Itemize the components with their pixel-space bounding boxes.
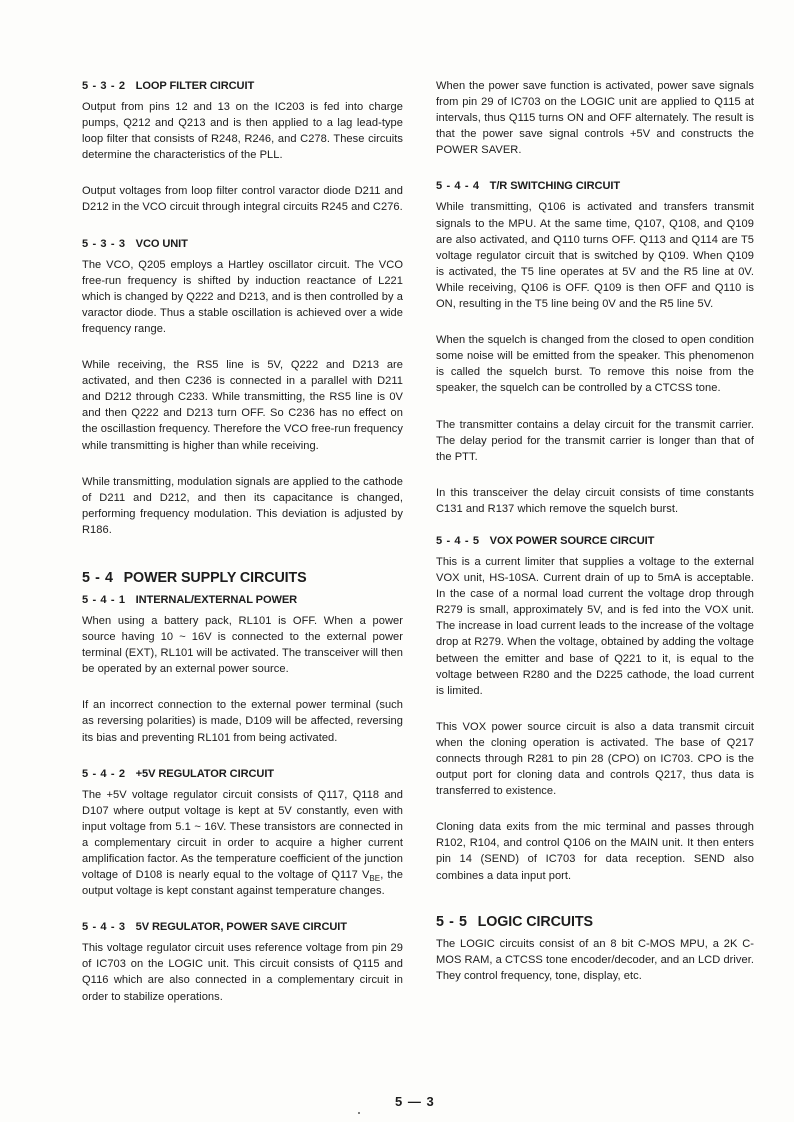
heading-5v-regulator-power-save — [82, 919, 403, 935]
paragraph: Output voltages from loop filter control varactor diode D211 and D212 in the VCO circuit through integral circuits R245 and C276. — [82, 185, 403, 214]
section-title: INTERNAL/EXTERNAL POWER — [135, 593, 298, 606]
section-title: VCO UNIT — [135, 237, 188, 250]
section-number: 5 - 3 - 2 — [82, 80, 126, 92]
section-number: 5 - 4 - 4 — [436, 180, 480, 193]
heading-vco-unit — [82, 236, 403, 252]
paragraph: The transmitter contains a delay circuit for the transmit carrier. The delay period for the transmit carrier is longer than that of the PTT. — [436, 418, 754, 463]
section-title: VOX POWER SOURCE CIRCUIT — [489, 534, 655, 547]
paragraph — [82, 787, 403, 900]
heading-5v-regulator-circuit — [82, 766, 403, 782]
section-number: 5 - 4 - 3 — [82, 921, 126, 934]
paragraph: When the squelch is changed from the closed to open condition some noise will be emitted from the speaker. This phenomenon is called the squelch burst. To remove this noise from the speaker, the squelch can be controlled by a CTCSS tone. — [436, 334, 754, 395]
paragraph: Cloning data exits from the mic terminal and passes through R102, R104, and control Q106 on the MAIN unit. It then enters pin 14 (SEND) of IC703 for data reception. SEND also combines a data input port. — [436, 821, 754, 882]
section-title: T/R SWITCHING CIRCUIT — [489, 180, 621, 193]
section-number: 5 - 5 — [436, 913, 468, 930]
paragraph: This voltage regulator circuit uses reference voltage from pin 29 of IC703 on the LOGIC unit. This circuit consists of Q115 and Q116 which are also connected in a complementary circuit in order to stabilize operations. — [82, 942, 403, 1003]
heading-internal-external-power — [82, 592, 403, 608]
text-run: The +5V voltage regulator circuit consists of Q117, Q118 and D107 where output voltage is kept at 5V constantly, even with input voltage from 5.1 ~ 16V. These transistors are connected in a complementary circuit in order to acquire a higher current amplification factor. As the temperature coefficient of the junction voltage of D108 is nearly equal to the voltage of Q117 V — [82, 788, 403, 882]
section-number: 5 - 4 - 5 — [436, 534, 480, 547]
paragraph: Output from pins 12 and 13 on the IC203 is fed into charge pumps, Q212 and Q213 and is then applied to a lag lead-type loop filter that consists of R248, R246, and C278. These circuits determine the characteristics of the PLL. — [82, 101, 403, 162]
text-run: , the output voltage is kept constant against temperature changes. — [82, 869, 403, 898]
heading-loop-filter-circuit — [82, 78, 403, 94]
paragraph: While receiving, the RS5 line is 5V, Q222 and D213 are activated, and then C236 is connected in a parallel with D211 and D212 through C233. While transmitting, the RS5 line is 0V and then Q222 and D213 turn OFF. So C236 has no effect on the oscillastion frequency. Therefore the VCO free-run frequency while transmitting is higher than while receiving. — [82, 359, 403, 452]
paragraph: When using a battery pack, RL101 is OFF. When a power source having 10 ~ 16V is connected to the external power terminal (EXT), RL101 will be activated. The transceiver will then be operated by an external power source. — [82, 614, 403, 676]
section-number: 5 - 3 - 3 — [82, 237, 126, 250]
paragraph: When the power save function is activated, power save signals from pin 29 of IC703 on the LOGIC unit are applied to Q115 at intervals, thus Q115 turns ON and OFF alternately. The result is that the power save signal controls +5V and constructs the POWER SAVER. — [436, 80, 754, 157]
subscript: BE — [369, 874, 381, 884]
paragraph: The LOGIC circuits consist of an 8 bit C-MOS MPU, a 2K C-MOS RAM, a CTCSS tone encoder/decoder, and an LCD driver. They control frequency, tone, display, etc. — [436, 937, 754, 982]
section-number: 5 - 4 — [82, 569, 114, 586]
section-title: 5V REGULATOR, POWER SAVE CIRCUIT — [135, 921, 347, 934]
paragraph: While transmitting, Q106 is activated and transfers transmit signals to the MPU. At the same time, Q107, Q108, and Q109 are also activated, and Q110 turns OFF. Q113 and Q114 are T5 voltage regulator circuit that is switched by Q109. When Q109 is activated, the T5 line operates at 5V and the R5 line at 0V. While receiving, Q106 is OFF. Q109 is then OFF and Q110 is ON, resulting in the T5 line being 0V and the R5 line 5V. — [436, 201, 754, 311]
heading-power-supply-circuits — [82, 568, 403, 588]
paragraph: While transmitting, modulation signals are applied to the cathode of D211 and D212, and then its capacitance is changed, performing frequency modulation. This deviation is adjusted by R186. — [82, 475, 403, 536]
page-number: 5 — 3 — [395, 1094, 435, 1109]
section-number: 5 - 4 - 1 — [82, 593, 126, 606]
paragraph: If an incorrect connection to the external power terminal (such as reversing polarities) is made, D109 will be affected, reversing its bias and preventing RL101 from being activated. — [82, 699, 403, 744]
section-title: +5V REGULATOR CIRCUIT — [135, 767, 274, 780]
section-number: 5 - 4 - 2 — [82, 767, 126, 780]
right-column — [436, 78, 754, 984]
section-title: LOOP FILTER CIRCUIT — [135, 80, 255, 92]
heading-logic-circuits — [436, 912, 754, 932]
section-title: LOGIC CIRCUITS — [477, 913, 593, 930]
heading-vox-power-source-circuit — [436, 533, 754, 549]
scan-speck — [358, 1112, 360, 1114]
paragraph: This is a current limiter that supplies a voltage to the external VOX unit, HS-10SA. Current drain of up to 5mA is acceptable. In the case of a normal load current the voltage drop through R279 is small, approximately 5V, and is fed into the VOX unit. The increase in load current leads to the increase of the voltage drop at R279. When the voltage, obtained by adding the voltage between the emitter and base of Q221 to it, is equal to the voltage between R280 and the D225 cathode, the load current is limited. — [436, 555, 754, 697]
paragraph: The VCO, Q205 employs a Hartley oscillator circuit. The VCO free-run frequency is shifted by induction reactance of L221 which is changed by Q222 and D213, and is then controlled by a varactor diode. Thus a stable oscillation is achieved over a wide frequency range. — [82, 258, 403, 335]
paragraph: In this transceiver the delay circuit consists of time constants C131 and R137 which remove the squelch burst. — [436, 486, 754, 515]
heading-tr-switching-circuit — [436, 178, 754, 194]
section-title: POWER SUPPLY CIRCUITS — [123, 569, 307, 586]
paragraph: This VOX power source circuit is also a data transmit circuit when the cloning operation is activated. The base of Q217 connects through R281 to pin 28 (CPO) on IC703. CPO is the output port for cloning data and controls Q217, thus data is transferred to existence. — [436, 720, 754, 798]
left-column — [82, 78, 403, 1005]
